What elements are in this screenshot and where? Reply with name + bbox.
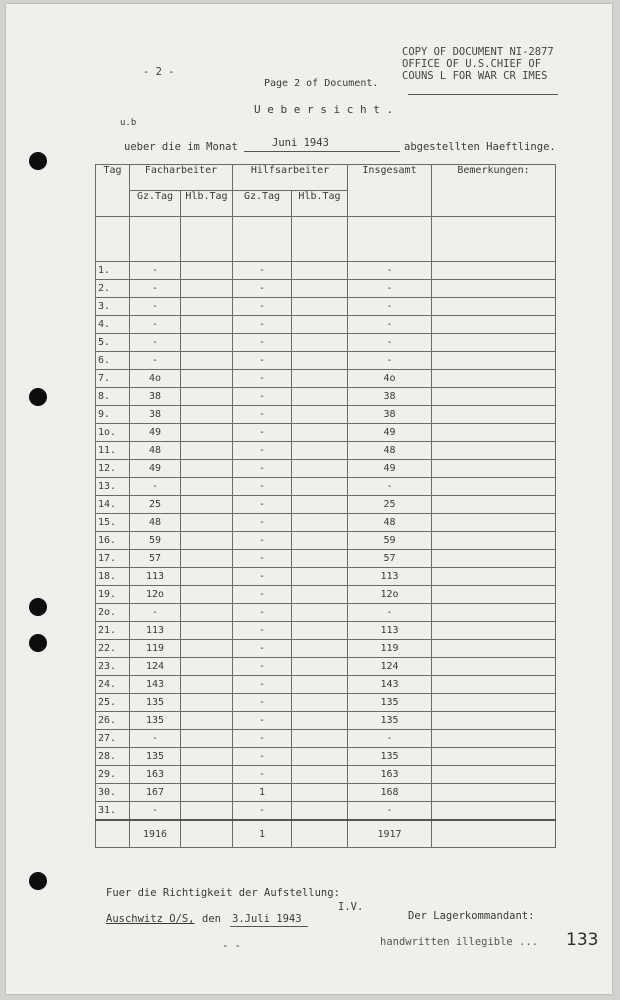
cell-f-gz: 48	[130, 514, 181, 532]
table-row	[96, 784, 556, 802]
cell-h-hlb	[292, 262, 348, 280]
cell-h-hlb	[292, 784, 348, 802]
cell-total: 113	[348, 568, 432, 586]
cell-total: 49	[348, 424, 432, 442]
cell-day: 9.	[96, 406, 130, 424]
cell-h-hlb	[292, 802, 348, 821]
cell-f-hlb	[181, 388, 233, 406]
cell-day: 3.	[96, 298, 130, 316]
cell-remarks	[432, 604, 556, 622]
cell-h-gz: -	[233, 424, 292, 442]
cell-remarks	[432, 460, 556, 478]
header-hilf-gz: Gz.Tag	[233, 191, 292, 217]
table-row	[96, 298, 556, 316]
cell-h-gz: -	[233, 622, 292, 640]
cell-remarks	[432, 550, 556, 568]
cell-h-hlb	[292, 604, 348, 622]
cell-day: 13.	[96, 478, 130, 496]
table-body	[96, 217, 556, 821]
cell-h-gz: -	[233, 730, 292, 748]
certification-line: Fuer die Richtigkeit der Aufstellung:	[106, 887, 340, 899]
cell-h-hlb	[292, 424, 348, 442]
cell-day: 1o.	[96, 424, 130, 442]
cell-h-gz: -	[233, 694, 292, 712]
table-row	[96, 370, 556, 388]
cell-h-hlb	[292, 370, 348, 388]
cell-total: 119	[348, 640, 432, 658]
commander-label: Der Lagerkommandant:	[408, 910, 535, 922]
date-field: 3.Juli 1943	[232, 913, 302, 925]
cell-day: 29.	[96, 766, 130, 784]
cell-day: 21.	[96, 622, 130, 640]
cell-f-gz: 119	[130, 640, 181, 658]
cell-total: 49	[348, 460, 432, 478]
table-row	[96, 622, 556, 640]
cell-day: 15.	[96, 514, 130, 532]
header-hilf-hlb: Hlb.Tag	[292, 191, 348, 217]
table-row	[96, 568, 556, 586]
table-row	[96, 676, 556, 694]
cell-h-hlb	[292, 586, 348, 604]
cell-h-gz: -	[233, 532, 292, 550]
cell-total: 124	[348, 658, 432, 676]
cell-f-hlb	[181, 352, 233, 370]
table-row	[96, 766, 556, 784]
subtitle-prefix: ueber die im Monat	[124, 141, 238, 153]
cell-day: 27.	[96, 730, 130, 748]
cell-day: 26.	[96, 712, 130, 730]
table-row	[96, 262, 556, 280]
cell-h-hlb	[292, 316, 348, 334]
month-underline	[244, 151, 400, 152]
cell-h-hlb	[292, 442, 348, 460]
cell-h-hlb	[292, 352, 348, 370]
cell-day: 4.	[96, 316, 130, 334]
cell-h-hlb	[292, 550, 348, 568]
cell-h-hlb	[292, 748, 348, 766]
cell-f-gz: 57	[130, 550, 181, 568]
table-row	[96, 316, 556, 334]
sum-row	[96, 820, 556, 848]
cell-h-gz: -	[233, 550, 292, 568]
cell-total: -	[348, 352, 432, 370]
cell-h-hlb	[292, 766, 348, 784]
sum-hilf-gz: 1	[233, 820, 292, 848]
page-number: - 2 -	[143, 66, 175, 78]
cell-f-hlb	[181, 586, 233, 604]
cell-f-gz: -	[130, 802, 181, 821]
cell-f-hlb	[181, 442, 233, 460]
cell-h-gz: -	[233, 478, 292, 496]
cell-day: 12.	[96, 460, 130, 478]
cell-f-hlb	[181, 748, 233, 766]
cell-remarks	[432, 370, 556, 388]
header-facharbeiter: Facharbeiter	[130, 165, 233, 191]
cell-remarks	[432, 748, 556, 766]
table-row	[96, 586, 556, 604]
cell-f-hlb	[181, 424, 233, 442]
cell-f-gz: -	[130, 478, 181, 496]
table-row	[96, 352, 556, 370]
table-row	[96, 802, 556, 821]
copy-stamp	[402, 46, 554, 82]
cell-f-gz: 163	[130, 766, 181, 784]
cell-remarks	[432, 802, 556, 821]
place-field: Auschwitz O/S,	[106, 913, 195, 925]
cell-h-hlb	[292, 676, 348, 694]
cell-total: -	[348, 478, 432, 496]
table-row	[96, 640, 556, 658]
cell-h-gz: 1	[233, 784, 292, 802]
cell-remarks	[432, 730, 556, 748]
header-tag: Tag	[96, 165, 130, 217]
cell-h-gz: -	[233, 712, 292, 730]
cell-total: 38	[348, 406, 432, 424]
header-fach-gz: Gz.Tag	[130, 191, 181, 217]
cell-remarks	[432, 712, 556, 730]
cell-day: 24.	[96, 676, 130, 694]
cell-remarks	[432, 424, 556, 442]
cell-total: 143	[348, 676, 432, 694]
cell-f-hlb	[181, 460, 233, 478]
cell-total: 168	[348, 784, 432, 802]
cell-f-gz: 49	[130, 460, 181, 478]
cell-day: 7.	[96, 370, 130, 388]
cell-h-gz: -	[233, 334, 292, 352]
cell-day: 2.	[96, 280, 130, 298]
cell-f-gz: 59	[130, 532, 181, 550]
cell-remarks	[432, 406, 556, 424]
cell-total: 48	[348, 442, 432, 460]
marginal-mark: u.b	[120, 118, 137, 128]
cell-f-gz: -	[130, 604, 181, 622]
cell-f-hlb	[181, 784, 233, 802]
punch-hole	[29, 388, 47, 406]
cell-f-gz: -	[130, 280, 181, 298]
cell-f-gz: -	[130, 298, 181, 316]
cell-f-gz: -	[130, 352, 181, 370]
cell-h-hlb	[292, 298, 348, 316]
cell-f-gz: 38	[130, 388, 181, 406]
table-row	[96, 280, 556, 298]
table-row	[96, 442, 556, 460]
cell-day: 23.	[96, 658, 130, 676]
cell-day: 2o.	[96, 604, 130, 622]
table-row	[96, 460, 556, 478]
cell-h-gz: -	[233, 496, 292, 514]
table-row	[96, 712, 556, 730]
punch-hole	[29, 634, 47, 652]
cell-f-gz: 25	[130, 496, 181, 514]
cell-total: -	[348, 316, 432, 334]
punch-hole	[29, 598, 47, 616]
cell-h-gz: -	[233, 802, 292, 821]
sum-total: 1917	[348, 820, 432, 848]
table-row	[96, 406, 556, 424]
cell-f-hlb	[181, 658, 233, 676]
cell-total: 135	[348, 712, 432, 730]
table-row	[96, 658, 556, 676]
table-row	[96, 514, 556, 532]
cell-f-hlb	[181, 802, 233, 821]
cell-remarks	[432, 280, 556, 298]
cell-day: 11.	[96, 442, 130, 460]
cell-remarks	[432, 298, 556, 316]
table-row	[96, 388, 556, 406]
cell-h-hlb	[292, 388, 348, 406]
cell-total: -	[348, 334, 432, 352]
cell-f-gz: 113	[130, 622, 181, 640]
cell-f-hlb	[181, 514, 233, 532]
cell-total: 25	[348, 496, 432, 514]
cell-remarks	[432, 496, 556, 514]
cell-remarks	[432, 622, 556, 640]
cell-h-gz: -	[233, 586, 292, 604]
cell-f-hlb	[181, 676, 233, 694]
cell-h-hlb	[292, 694, 348, 712]
cell-remarks	[432, 442, 556, 460]
cell-h-hlb	[292, 496, 348, 514]
cell-remarks	[432, 640, 556, 658]
cell-h-hlb	[292, 568, 348, 586]
cell-h-gz: -	[233, 766, 292, 784]
cell-f-gz: 4o	[130, 370, 181, 388]
cell-total: -	[348, 280, 432, 298]
punch-hole	[29, 872, 47, 890]
cell-f-hlb	[181, 316, 233, 334]
cell-h-hlb	[292, 514, 348, 532]
cell-f-gz: 167	[130, 784, 181, 802]
cell-h-gz: -	[233, 460, 292, 478]
cell-f-hlb	[181, 568, 233, 586]
copy-stamp-line: COPY OF DOCUMENT NI-2877	[402, 46, 554, 58]
cell-h-hlb	[292, 334, 348, 352]
cell-f-hlb	[181, 532, 233, 550]
cell-f-gz: 49	[130, 424, 181, 442]
cell-f-hlb	[181, 496, 233, 514]
cell-total: -	[348, 802, 432, 821]
cell-f-hlb	[181, 640, 233, 658]
cell-f-gz: -	[130, 334, 181, 352]
cell-remarks	[432, 784, 556, 802]
cell-f-hlb	[181, 694, 233, 712]
table-row	[96, 334, 556, 352]
cell-f-hlb	[181, 406, 233, 424]
cell-h-gz: -	[233, 604, 292, 622]
cell-day: 14.	[96, 496, 130, 514]
cell-f-gz: 38	[130, 406, 181, 424]
cell-f-gz: -	[130, 316, 181, 334]
cell-f-hlb	[181, 604, 233, 622]
table-row	[96, 424, 556, 442]
cell-total: 113	[348, 622, 432, 640]
cell-h-hlb	[292, 658, 348, 676]
cell-day: 16.	[96, 532, 130, 550]
cell-h-hlb	[292, 712, 348, 730]
cell-remarks	[432, 514, 556, 532]
cell-remarks	[432, 316, 556, 334]
cell-remarks	[432, 388, 556, 406]
cell-f-gz: 124	[130, 658, 181, 676]
cell-h-hlb	[292, 478, 348, 496]
cell-f-hlb	[181, 712, 233, 730]
cell-f-hlb	[181, 298, 233, 316]
cell-h-gz: -	[233, 514, 292, 532]
cell-f-gz: 113	[130, 568, 181, 586]
cell-h-gz: -	[233, 316, 292, 334]
cell-f-gz: 135	[130, 694, 181, 712]
cell-f-gz: 135	[130, 748, 181, 766]
header-insgesamt: Insgesamt	[348, 165, 432, 217]
month-field: Juni 1943	[272, 137, 329, 149]
table-spacer-row	[96, 217, 556, 262]
cell-h-gz: -	[233, 748, 292, 766]
cell-h-gz: -	[233, 442, 292, 460]
cell-h-gz: -	[233, 406, 292, 424]
table-row	[96, 550, 556, 568]
cell-h-gz: -	[233, 568, 292, 586]
cell-f-hlb	[181, 550, 233, 568]
iv-mark: I.V.	[338, 901, 364, 913]
cell-day: 19.	[96, 586, 130, 604]
cell-day: 28.	[96, 748, 130, 766]
cell-remarks	[432, 676, 556, 694]
cell-total: 135	[348, 748, 432, 766]
cell-remarks	[432, 586, 556, 604]
cell-total: 135	[348, 694, 432, 712]
punch-hole	[29, 152, 47, 170]
cell-f-hlb	[181, 334, 233, 352]
handwritten-page-number: 133	[566, 930, 599, 950]
cell-f-hlb	[181, 262, 233, 280]
cell-remarks	[432, 352, 556, 370]
header-fach-hlb: Hlb.Tag	[181, 191, 233, 217]
cell-total: 48	[348, 514, 432, 532]
cell-total: -	[348, 604, 432, 622]
cell-day: 17.	[96, 550, 130, 568]
cell-h-hlb	[292, 622, 348, 640]
date-underline	[230, 926, 308, 927]
cell-day: 30.	[96, 784, 130, 802]
cell-day: 8.	[96, 388, 130, 406]
cell-total: 59	[348, 532, 432, 550]
cell-h-gz: -	[233, 640, 292, 658]
cell-remarks	[432, 568, 556, 586]
cell-remarks	[432, 694, 556, 712]
prisoner-table	[95, 164, 556, 848]
cell-f-hlb	[181, 478, 233, 496]
cell-f-gz: 12o	[130, 586, 181, 604]
cell-total: 57	[348, 550, 432, 568]
table-row	[96, 604, 556, 622]
cell-f-gz: -	[130, 262, 181, 280]
cell-f-hlb	[181, 730, 233, 748]
cell-f-hlb	[181, 766, 233, 784]
header-hilfsarbeiter: Hilfsarbeiter	[233, 165, 348, 191]
table-row	[96, 496, 556, 514]
table-row	[96, 748, 556, 766]
cell-h-gz: -	[233, 262, 292, 280]
cell-day: 31.	[96, 802, 130, 821]
cell-f-hlb	[181, 280, 233, 298]
cell-total: 163	[348, 766, 432, 784]
cell-h-gz: -	[233, 370, 292, 388]
date-connector: den	[202, 913, 221, 925]
sum-fach-gz: 1916	[130, 820, 181, 848]
document-title: U e b e r s i c h t .	[254, 103, 394, 116]
table-row	[96, 730, 556, 748]
cell-remarks	[432, 532, 556, 550]
copy-stamp-underline	[408, 94, 558, 95]
cell-f-gz: 143	[130, 676, 181, 694]
cell-day: 5.	[96, 334, 130, 352]
cell-f-gz: 135	[130, 712, 181, 730]
cell-remarks	[432, 262, 556, 280]
copy-stamp-line: OFFICE OF U.S.CHIEF OF	[402, 58, 542, 70]
cell-day: 6.	[96, 352, 130, 370]
cell-h-hlb	[292, 460, 348, 478]
cell-f-gz: -	[130, 730, 181, 748]
signature: handwritten illegible ...	[380, 936, 539, 948]
footer-dashes: - -	[222, 940, 241, 952]
cell-h-hlb	[292, 640, 348, 658]
cell-h-gz: -	[233, 658, 292, 676]
cell-day: 18.	[96, 568, 130, 586]
cell-total: -	[348, 298, 432, 316]
cell-total: -	[348, 730, 432, 748]
cell-h-hlb	[292, 730, 348, 748]
cell-remarks	[432, 766, 556, 784]
cell-h-gz: -	[233, 298, 292, 316]
table-row	[96, 532, 556, 550]
cell-day: 1.	[96, 262, 130, 280]
cell-remarks	[432, 334, 556, 352]
cell-h-gz: -	[233, 676, 292, 694]
cell-remarks	[432, 478, 556, 496]
cell-f-gz: 48	[130, 442, 181, 460]
cell-h-hlb	[292, 280, 348, 298]
cell-day: 25.	[96, 694, 130, 712]
cell-f-hlb	[181, 622, 233, 640]
subtitle-suffix: abgestellten Haeftlinge.	[404, 141, 556, 153]
table-row	[96, 694, 556, 712]
header-bemerkungen: Bemerkungen:	[432, 165, 556, 217]
cell-total: -	[348, 262, 432, 280]
cell-h-hlb	[292, 532, 348, 550]
cell-f-hlb	[181, 370, 233, 388]
cell-day: 22.	[96, 640, 130, 658]
cell-h-gz: -	[233, 280, 292, 298]
cell-h-gz: -	[233, 388, 292, 406]
cell-h-hlb	[292, 406, 348, 424]
table-row	[96, 478, 556, 496]
cell-remarks	[432, 658, 556, 676]
page-of-label: Page 2 of Document.	[264, 78, 379, 89]
cell-total: 38	[348, 388, 432, 406]
cell-total: 4o	[348, 370, 432, 388]
copy-stamp-line: COUNS L FOR WAR CR IMES	[402, 70, 548, 82]
cell-h-gz: -	[233, 352, 292, 370]
cell-total: 12o	[348, 586, 432, 604]
